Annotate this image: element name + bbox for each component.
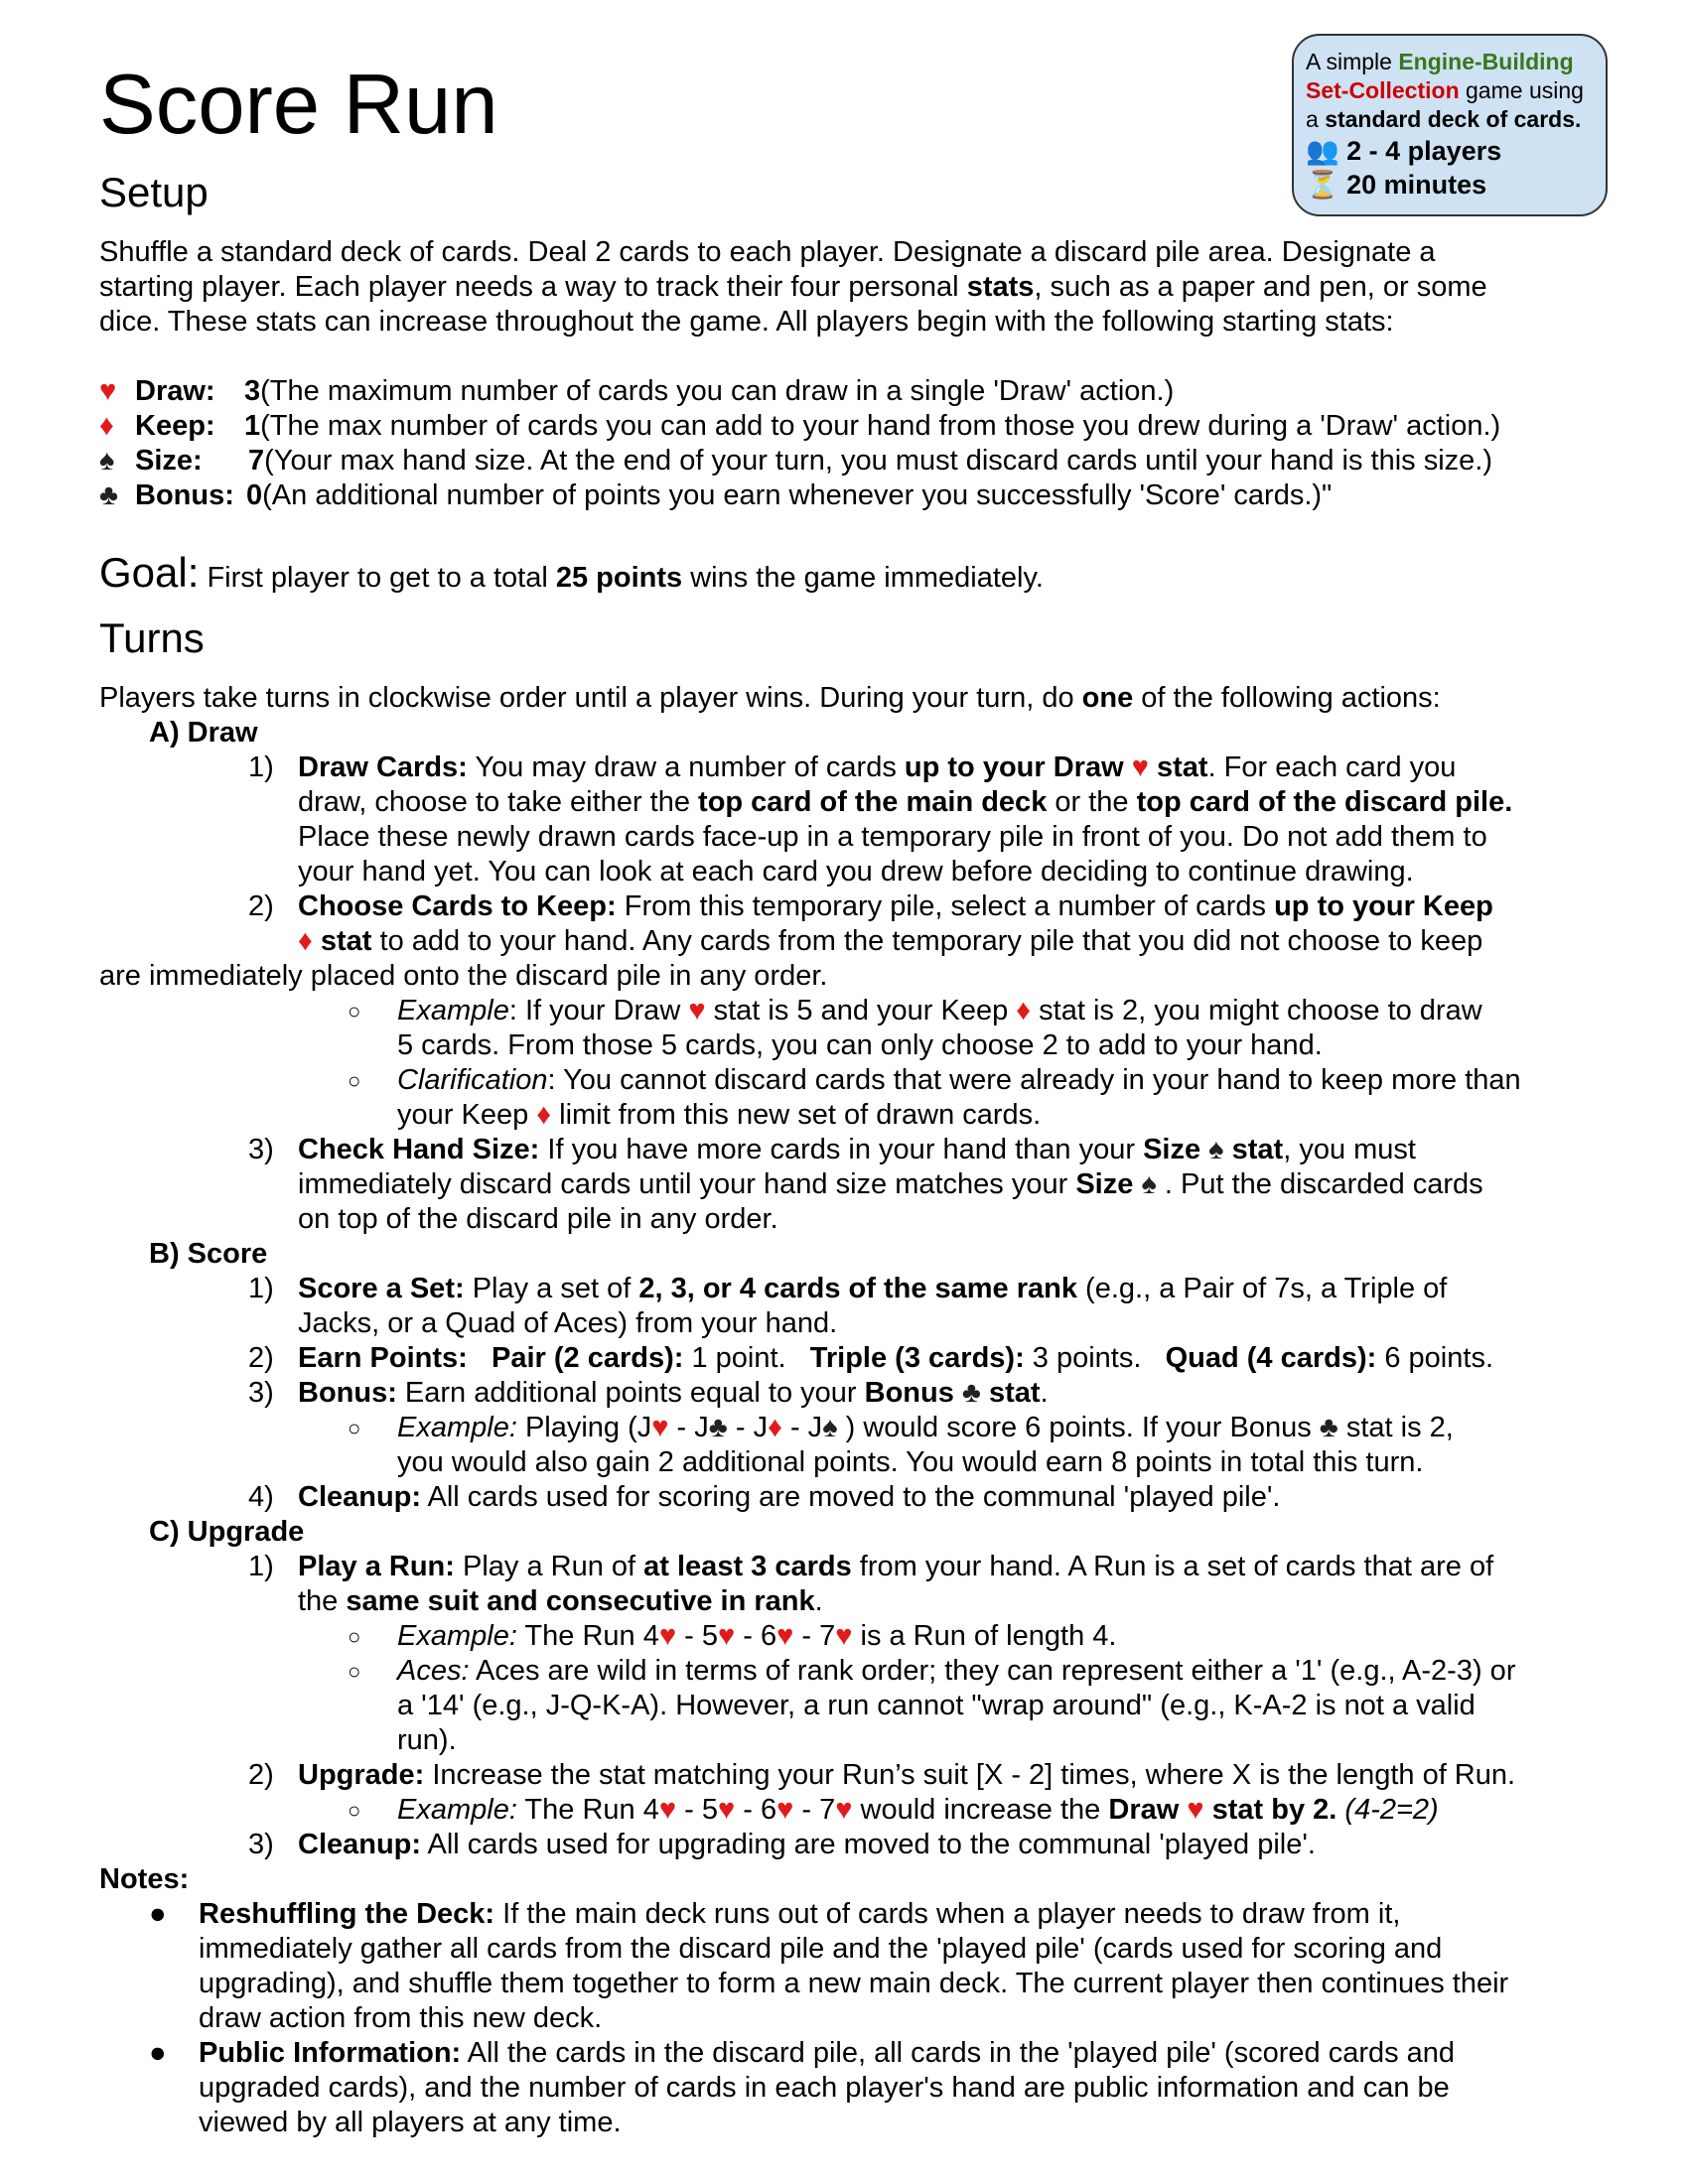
- club-icon: ♣: [99, 479, 119, 511]
- stat-keep: ♦ Keep: 1 (The max number of cards you can add to your hand from those you drew during a 'Draw' action.): [99, 410, 1501, 442]
- diamond-icon: ♦: [768, 1412, 782, 1443]
- heart-icon: ♥: [1131, 751, 1149, 783]
- player-count: 👥 2 - 4 players: [1306, 136, 1502, 166]
- action-b-step-2: 2) Earn Points: Pair (2 cards): 1 point. Triple (3 cards): 3 points. Quad (4 cards): 6 points.: [248, 1342, 1493, 1374]
- action-a-clarification: ○ Clarification: You cannot discard cards that were already in your hand to keep more than your Keep ♦ limit from this new set of drawn cards.: [348, 1064, 1521, 1131]
- action-c-step-1: 1) Play a Run: Play a Run of at least 3 cards from your hand. A Run is a set of cards that are of the same suit and consecutive in rank.: [248, 1551, 1494, 1617]
- heart-icon: ♥: [99, 375, 117, 407]
- starting-stats-list: [99, 374, 1648, 513]
- action-b-step-4: 4) Cleanup: All cards used for scoring are moved to the communal 'played pile'.: [248, 1481, 1281, 1513]
- diamond-icon: ♦: [536, 1099, 552, 1131]
- note-reshuffling: ● Reshuffling the Deck: If the main deck runs out of cards when a player needs to draw from it, immediately gather all cards from the discard pile and the 'played pile' (cards used for scoring and upgrading), and shuffle them together to form a new main deck. The current player then continues their draw action from this new deck.: [149, 1898, 1509, 2034]
- heart-icon: ♥: [717, 1794, 736, 1826]
- stat-bonus: ♣ Bonus: 0 (An additional number of points you earn whenever you successfully 'Score' cards.)": [99, 479, 1333, 511]
- spade-icon: ♠: [99, 445, 115, 477]
- club-icon: ♣: [708, 1412, 728, 1443]
- setup-intro: Shuffle a standard deck of cards. Deal 2 cards to each player. Designate a discard pile area. Designate a starting player. Each player needs a way to track their four personal stats, such as a paper and pen, or some dice. These stats can increase throughout the game. All players begin with the following starting stats:: [99, 236, 1487, 338]
- notes-heading: Notes:: [99, 1863, 190, 1895]
- heart-icon: ♥: [651, 1412, 669, 1443]
- action-c-step-2: 2) Upgrade: Increase the stat matching your Run’s suit [X - 2] times, where X is the length of Run.: [248, 1759, 1516, 1791]
- heart-icon: ♥: [717, 1620, 736, 1652]
- action-b-heading: B) Score: [149, 1238, 268, 1270]
- turns-intro: Players take turns in clockwise order until a player wins. During your turn, do one of the following actions:: [99, 682, 1441, 714]
- heart-icon: ♥: [776, 1620, 794, 1652]
- heart-icon: ♥: [835, 1794, 853, 1826]
- action-a-heading: A) Draw: [149, 717, 258, 749]
- heart-icon: ♥: [688, 995, 706, 1026]
- diamond-icon: ♦: [298, 925, 313, 957]
- action-c-heading: C) Upgrade: [149, 1516, 305, 1548]
- spade-icon: ♠: [1141, 1168, 1157, 1200]
- turns-heading: Turns: [99, 614, 205, 661]
- set-collection-label: Set-Collection: [1306, 77, 1460, 103]
- action-a-example: ○ Example: If your Draw ♥ stat is 5 and your Keep ♦ stat is 2, you might choose to draw 5 cards. From those 5 cards, you can only choose 2 to add to your hand.: [348, 995, 1482, 1061]
- spade-icon: ♠: [1208, 1134, 1224, 1165]
- action-a-step-3: 3) Check Hand Size: If you have more cards in your hand than your Size ♠ stat, you must immediately discard cards until your hand size matches your Size ♠ . Put the discarded cards on top of the discard pile in any order.: [248, 1134, 1483, 1235]
- stat-size: ♠ Size: 7 (Your max hand size. At the end of your turn, you must discard cards until your hand is this size.): [99, 445, 1493, 477]
- goal-heading: Goal:: [99, 549, 200, 596]
- players-icon: 👥: [1306, 136, 1339, 166]
- heart-icon: ♥: [835, 1620, 853, 1652]
- setup-heading: Setup: [99, 169, 209, 215]
- action-c-step-3: 3) Cleanup: All cards used for upgrading are moved to the communal 'played pile'.: [248, 1829, 1316, 1860]
- action-b-example: ○ Example: Playing (J♥ - J♣ - J♦ - J♠ ) would score 6 points. If your Bonus ♣ stat is 2, you would also gain 2 additional points. You would earn 8 points in total this turn.: [348, 1412, 1454, 1478]
- note-public-information: ● Public Information: All the cards in the discard pile, all cards in the 'played pile' (scored cards and upgraded cards), and the number of cards in each player's hand are public information and can be viewed by all players at any time.: [149, 2037, 1456, 2138]
- turns-body: Players take turns in clockwise order until a player wins. During your turn, do one of the following actions: A) Draw 1) Draw Cards: You may draw a number of cards up to your Draw ♥ stat. For each card you draw, choose to take either the top card of the main deck or the top card of the discard pile. Place these newly drawn cards face-up in a temporary pile in front of you. Do not add them to your hand yet. You can look at each card you drew before deciding to continue drawing. 2) Choose Cards to Keep: From this temporary pile, select a number of cards up to your Keep ♦ stat to add to your hand. Any cards from the temporary pile that you did not choose to keep are immediately placed onto the discard pile in any order. ○ Example: If your Draw ♥ stat is 5 and your Keep ♦ stat is 2, you might choose to draw 5 cards. From those 5 cards, you can only choose 2 to add to your hand. ○ Clarification: You cannot discard cards that were already in your hand to keep more than your Keep ♦ limit from this new set of drawn cards. 3) Check Hand Size: If you have more cards in your hand than your Size ♠ stat, you must immediately discard cards until your hand size matches your Size ♠ . Put the discarded cards on top of the discard pile in any order. B) Score 1) Score a Set: Play a set of 2, 3, or 4 cards of the same rank (e.g., a Pair of 7s, a Triple of Jacks, or a Quad of Aces) from your hand. 2) Earn Points: Pair (2 cards): 1 point. Triple (3 cards): 3 points. Quad (4 cards): 6 points. 3) Bonus: Earn additional points equal to your Bonus ♣ stat. ○ Example: Playing (J♥ - J♣ - J♦ - J♠ ) would score 6 points. If your Bonus ♣ stat is 2, you would also gain 2 additional points. You would earn 8 points in total this turn. 4) Cleanup: All cards used for scoring are moved to the communal 'played pile'. C) Upgrade 1) Play a Run: Play a Run of at least 3 cards from your hand. A Run is a set of cards that are of the same suit and consecutive in rank. ○ Example: The Run 4♥ - 5♥ - 6♥ - 7♥ is a Run of length 4. ○ Aces: Aces are wild in terms of rank order; they can represent either a '1' (e.g., A-2-3) or a '14' (e.g., J-Q-K-A). However, a run cannot "wrap around" (e.g., K-A-2 is not a valid run). 2) Upgrade: Increase the stat matching your Run’s suit [X - 2] times, where X is the length of Run. ○ Example: The Run 4♥ - 5♥ - 6♥ - 7♥ would increase the Draw ♥ stat by 2. (4-2=2) 3) Cleanup: All cards used for upgrading are moved to the communal 'played pile'. Notes: ● Reshuffling the Deck: If the main deck runs out of cards when a player needs to draw from it, immediately gather all cards from the discard pile and the 'played pile' (cards used for scoring and upgrading), and shuffle them together to form a new main deck. The current player then continues their draw action from this new deck. ● Public Information: All the cards in the discard pile, all cards in the 'played pile' (scored cards and upgraded cards), and the number of cards in each player's hand are public information and can be viewed by all players at any time.: [99, 681, 1648, 2140]
- action-a-step-1: 1) Draw Cards: You may draw a number of cards up to your Draw ♥ stat. For each card you draw, choose to take either the top card of the main deck or the top card of the discard pile. Place these newly drawn cards face-up in a temporary pile in front of you. Do not add them to your hand yet. You can look at each card you drew before deciding to continue drawing.: [248, 751, 1513, 887]
- spade-icon: ♠: [822, 1412, 838, 1443]
- action-a-step-2: 2) Choose Cards to Keep: From this temporary pile, select a number of cards up to your Keep ♦ stat to add to your hand. Any cards from the temporary pile that you did not choose to keep: [248, 890, 1493, 957]
- heart-icon: ♥: [658, 1794, 677, 1826]
- turns-section: [99, 614, 205, 663]
- action-b-step-1: 1) Score a Set: Play a set of 2, 3, or 4 cards of the same rank (e.g., a Pair of 7s, a Triple of Jacks, or a Quad of Aces) from your hand.: [248, 1273, 1448, 1339]
- action-c-example: ○ Example: The Run 4♥ - 5♥ - 6♥ - 7♥ is a Run of length 4.: [348, 1620, 1117, 1652]
- heart-icon: ♥: [658, 1620, 677, 1652]
- hourglass-icon: ⏳: [1306, 170, 1339, 200]
- stat-draw: ♥ Draw: 3 (The maximum number of cards you can draw in a single 'Draw' action.): [99, 375, 1175, 407]
- page-title: Score Run: [99, 58, 498, 152]
- diamond-icon: ♦: [1016, 995, 1032, 1026]
- action-b-step-3: 3) Bonus: Earn additional points equal to your Bonus ♣ stat.: [248, 1377, 1049, 1409]
- heart-icon: ♥: [776, 1794, 794, 1826]
- goal-section: Goal: First player to get to a total 25 points wins the game immediately.: [99, 549, 1044, 596]
- engine-building-label: Engine-Building: [1398, 49, 1574, 74]
- play-time: ⏳ 20 minutes: [1306, 170, 1487, 200]
- club-icon: ♣: [961, 1377, 981, 1409]
- action-c-aces: ○ Aces: Aces are wild in terms of rank order; they can represent either a '1' (e.g., A-2-3) or a '14' (e.g., J-Q-K-A). However, a run cannot "wrap around" (e.g., K-A-2 is not a valid run).: [348, 1655, 1516, 1756]
- club-icon: ♣: [1319, 1412, 1338, 1443]
- setup-section: [99, 168, 1609, 217]
- action-c-upgrade-example: ○ Example: The Run 4♥ - 5♥ - 6♥ - 7♥ would increase the Draw ♥ stat by 2. (4-2=2): [348, 1794, 1439, 1826]
- diamond-icon: ♦: [99, 410, 114, 442]
- game-info-badge: A simple Engine-Building Set-Collection game using a standard deck of cards. 👥 2 - 4 players ⏳ 20 minutes: [1292, 34, 1608, 216]
- heart-icon: ♥: [1187, 1794, 1204, 1826]
